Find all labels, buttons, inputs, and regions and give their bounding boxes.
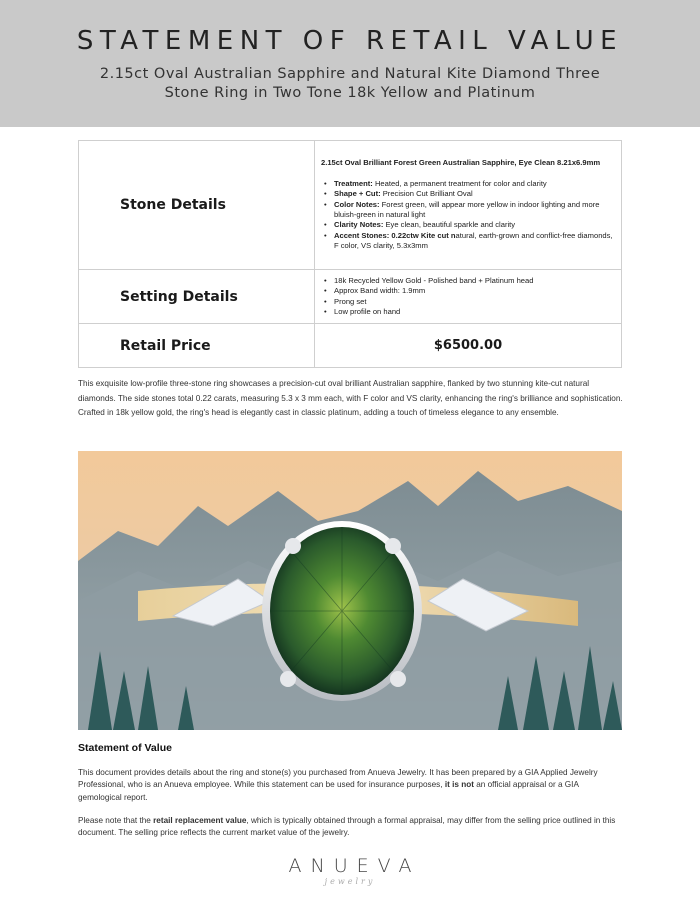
ring-photo xyxy=(78,451,622,730)
details-table xyxy=(78,140,622,368)
setting-details-value xyxy=(315,270,622,324)
list-item: • Shape + Cut: Precision Cut Brilliant Oval xyxy=(321,189,615,199)
document-subtitle: 2.15ct Oval Australian Sapphire and Natural Kite Diamond Three Stone Ring in Two Tone 18k Yellow and Platinum xyxy=(99,66,601,101)
list-item: • Accent Stones: 0.22ctw Kite cut natural, earth-grown and conflict-free diamonds, F color, VS clarity, 5.3x3mm xyxy=(321,231,615,252)
statement-paragraph-2: Please note that the retail replacement value, which is typically obtained through a formal appraisal, may differ from the selling price outlined in this document. The selling price reflects the current market value of the jewelry. xyxy=(78,816,616,838)
setting-details-row xyxy=(79,270,622,324)
list-item: • Color Notes: Forest green, will appear more yellow in indoor lighting and more bluish-green in natural light xyxy=(321,200,615,221)
document-title: STATEMENT OF RETAIL VALUE xyxy=(76,26,624,56)
header-banner xyxy=(0,0,700,127)
setting-details-label: Setting Details xyxy=(79,270,315,324)
statement-of-value-heading: Statement of Value xyxy=(78,742,172,754)
retail-price-value: $6500.00 xyxy=(315,324,622,368)
list-item: • Approx Band width: 1.9mm xyxy=(321,286,615,296)
brand-tagline: jewelry xyxy=(324,877,376,886)
stone-details-row xyxy=(79,141,622,270)
statement-paragraph-1: This document provides details about the ring and stone(s) you purchased from Anueva Jewelry. It has been prepared by a GIA Applied Jewelry Professional, who is an Anueva employee. While this statement can be used for insurance purposes, it is not an official appraisal or a GIA gemological report. xyxy=(78,768,598,802)
list-item: • Treatment: Heated, a permanent treatment for color and clarity xyxy=(321,179,615,189)
retail-price-row xyxy=(79,324,622,368)
list-item: • Low profile on hand xyxy=(321,307,615,317)
setting-details-list xyxy=(321,276,615,318)
list-item: • 18k Recycled Yellow Gold - Polished band + Platinum head xyxy=(321,276,615,286)
ring-description: This exquisite low-profile three-stone ring showcases a precision-cut oval brilliant Australian sapphire, flanked by two stunning kite-cut natural diamonds. The side stones total 0.22 carats, measuring 5.3 x 3 mm each, with F color and VS clarity, enhancing the ring's brilliance and sophistication. Crafted in 18k yellow gold, the ring's head is elegantly cast in classic platinum, adding a touch of timeless elegance to any ensemble. xyxy=(78,379,623,418)
stone-heading: 2.15ct Oval Brilliant Forest Green Australian Sapphire, Eye Clean 8.21x6.9mm xyxy=(321,158,601,168)
retail-price-label: Retail Price xyxy=(79,324,315,368)
stone-details-value xyxy=(315,141,622,270)
list-item: • Clarity Notes: Eye clean, beautiful sparkle and clarity xyxy=(321,220,615,230)
list-item: • Prong set xyxy=(321,297,615,307)
brand-logo: ANUEVA xyxy=(288,855,421,877)
stone-details-list xyxy=(321,179,615,252)
stone-details-label: Stone Details xyxy=(79,141,315,270)
